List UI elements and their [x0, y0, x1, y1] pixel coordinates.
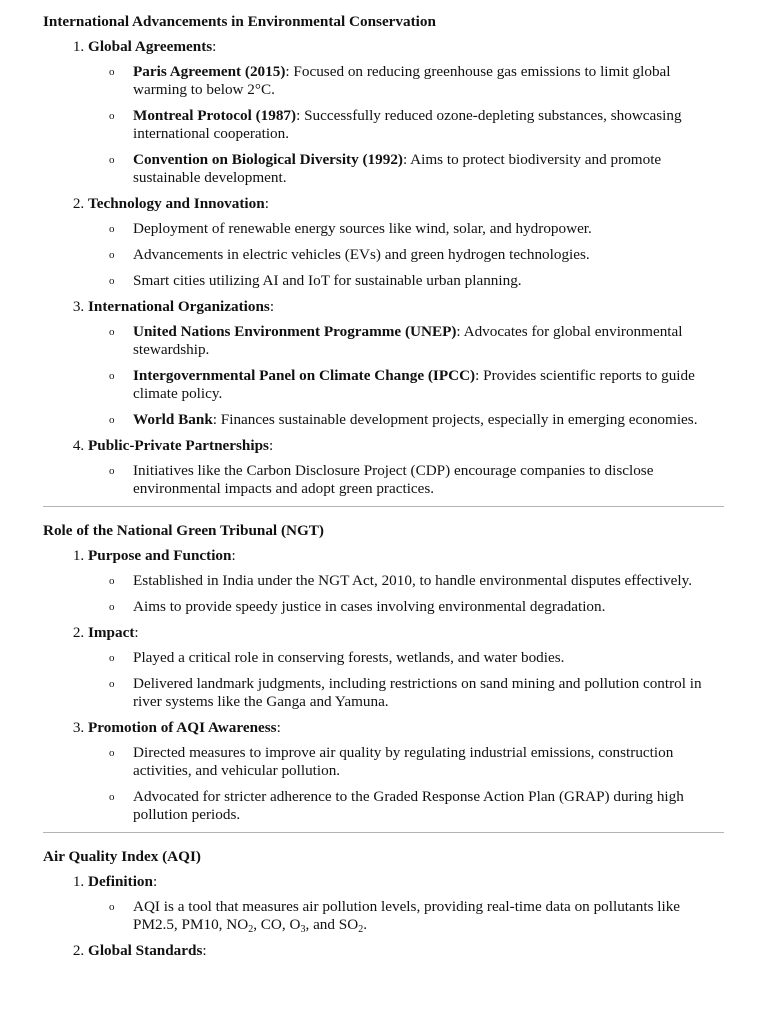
item-heading-label: International Organizations — [88, 298, 270, 315]
bullet-text: Advancements in electric vehicles (EVs) and green hydrogen technologies. — [133, 246, 590, 263]
bullet-bold-term: Paris Agreement (2015) — [133, 63, 286, 80]
bullet-text: Directed measures to improve air quality by regulating industrial emissions, construction activities, and vehicular pollution. — [133, 744, 674, 779]
bullet-text: Delivered landmark judgments, including restrictions on sand mining and pollution control in river systems like the Ganga and Yamuna. — [133, 675, 702, 710]
numbered-item — [88, 195, 724, 290]
bullet-text: : Focused on reducing greenhouse gas emissions to limit global warming to below 2°C. — [133, 63, 671, 98]
bullet-item — [133, 572, 724, 590]
subscript-text: 2 — [248, 924, 254, 935]
bullet-item — [133, 744, 724, 780]
item-heading-label: Definition — [88, 873, 153, 890]
section-title: Air Quality Index (AQI) — [43, 848, 201, 865]
numbered-item — [88, 547, 724, 616]
bullet-text: Aims to provide speedy justice in cases involving environmental degradation. — [133, 598, 606, 615]
section-title: Role of the National Green Tribunal (NGT) — [43, 522, 324, 539]
bullet-bold-term: Intergovernmental Panel on Climate Change (IPCC) — [133, 367, 476, 384]
bullet-bold-term: United Nations Environment Programme (UNEP) — [133, 323, 457, 340]
bullet-text: : Aims to protect biodiversity and promote sustainable development. — [133, 151, 662, 186]
section-divider — [43, 832, 724, 833]
item-heading: 4. Public-Private Partnerships: — [88, 437, 274, 454]
bullet-text: : Successfully reduced ozone-depleting substances, showcasing international cooperation. — [133, 107, 682, 142]
bullet-text: : Provides scientific reports to guide climate policy. — [133, 367, 695, 402]
bullet-item — [133, 220, 724, 238]
numbered-item — [88, 38, 724, 187]
item-heading-label: Public-Private Partnerships — [88, 437, 269, 454]
numbered-item — [88, 437, 724, 498]
item-heading: 3. Promotion of AQI Awareness: — [88, 719, 281, 736]
bullet-text: Smart cities utilizing AI and IoT for sustainable urban planning. — [133, 272, 522, 289]
item-heading: 1. Definition: — [88, 873, 158, 890]
bullet-bold-term: World Bank — [133, 411, 213, 428]
numbered-item — [88, 873, 724, 934]
numbered-list — [43, 38, 724, 498]
bullet-item — [133, 898, 724, 934]
bullet-list — [88, 572, 724, 616]
bullet-text: AQI is a tool that measures air pollution levels, providing real-time data on pollutants like PM2.5, PM10, NO — [133, 898, 681, 933]
bullet-item — [133, 462, 724, 498]
subscript-text: 3 — [300, 924, 306, 935]
bullet-bold-term: Montreal Protocol (1987) — [133, 107, 297, 124]
bullet-item — [133, 411, 724, 429]
numbered-item — [88, 624, 724, 711]
item-heading-label: Purpose and Function — [88, 547, 232, 564]
bullet-text: Played a critical role in conserving forests, wetlands, and water bodies. — [133, 649, 565, 666]
bullet-bold-term: Convention on Biological Diversity (1992) — [133, 151, 403, 168]
bullet-text: Established in India under the NGT Act, 2010, to handle environmental disputes effectively. — [133, 572, 692, 589]
bullet-text: , and SO — [305, 916, 359, 933]
item-heading-label: Technology and Innovation — [88, 195, 265, 212]
bullet-list — [88, 323, 724, 429]
bullet-text: : Advocates for global environmental stewardship. — [133, 323, 683, 358]
section-divider — [43, 506, 724, 507]
bullet-item — [133, 151, 724, 187]
bullet-item — [133, 246, 724, 264]
bullet-item — [133, 107, 724, 143]
subscript-text: 2 — [358, 924, 364, 935]
item-heading: 2. Technology and Innovation: — [88, 195, 269, 212]
bullet-item — [133, 788, 724, 824]
numbered-item — [88, 298, 724, 429]
bullet-list — [88, 220, 724, 290]
bullet-list — [88, 649, 724, 711]
bullet-text: Initiatives like the Carbon Disclosure Project (CDP) encourage companies to disclose environmental impacts and adopt green practices. — [133, 462, 654, 497]
bullet-item — [133, 367, 724, 403]
item-heading-label: Global Standards — [88, 942, 203, 959]
numbered-item — [88, 719, 724, 824]
numbered-item — [88, 942, 724, 960]
bullet-item — [133, 649, 724, 667]
bullet-text: . — [363, 916, 367, 933]
bullet-item — [133, 598, 724, 616]
item-heading: 2. Impact: — [88, 624, 139, 641]
bullet-list — [88, 462, 724, 498]
numbered-list — [43, 547, 724, 824]
bullet-text: Deployment of renewable energy sources like wind, solar, and hydropower. — [133, 220, 592, 237]
bullet-item — [133, 323, 724, 359]
bullet-item — [133, 272, 724, 290]
bullet-text: : Finances sustainable development projects, especially in emerging economies. — [212, 411, 698, 428]
section-title: International Advancements in Environmental Conservation — [43, 13, 436, 30]
bullet-list — [88, 63, 724, 187]
item-heading-label: Impact — [88, 624, 135, 641]
item-heading: 1. Purpose and Function: — [88, 547, 236, 564]
item-heading-label: Promotion of AQI Awareness — [88, 719, 277, 736]
item-heading: 1. Global Agreements: — [88, 38, 217, 55]
bullet-item — [133, 63, 724, 99]
bullet-list — [88, 898, 724, 934]
bullet-item — [133, 675, 724, 711]
item-heading: 3. International Organizations: — [88, 298, 275, 315]
item-heading: 2. Global Standards: — [88, 942, 207, 959]
bullet-list — [88, 744, 724, 824]
bullet-text: Advocated for stricter adherence to the Graded Response Action Plan (GRAP) during high pollution periods. — [133, 788, 684, 823]
numbered-list — [43, 873, 724, 960]
item-heading-label: Global Agreements — [88, 38, 213, 55]
bullet-text: , CO, O — [253, 916, 301, 933]
